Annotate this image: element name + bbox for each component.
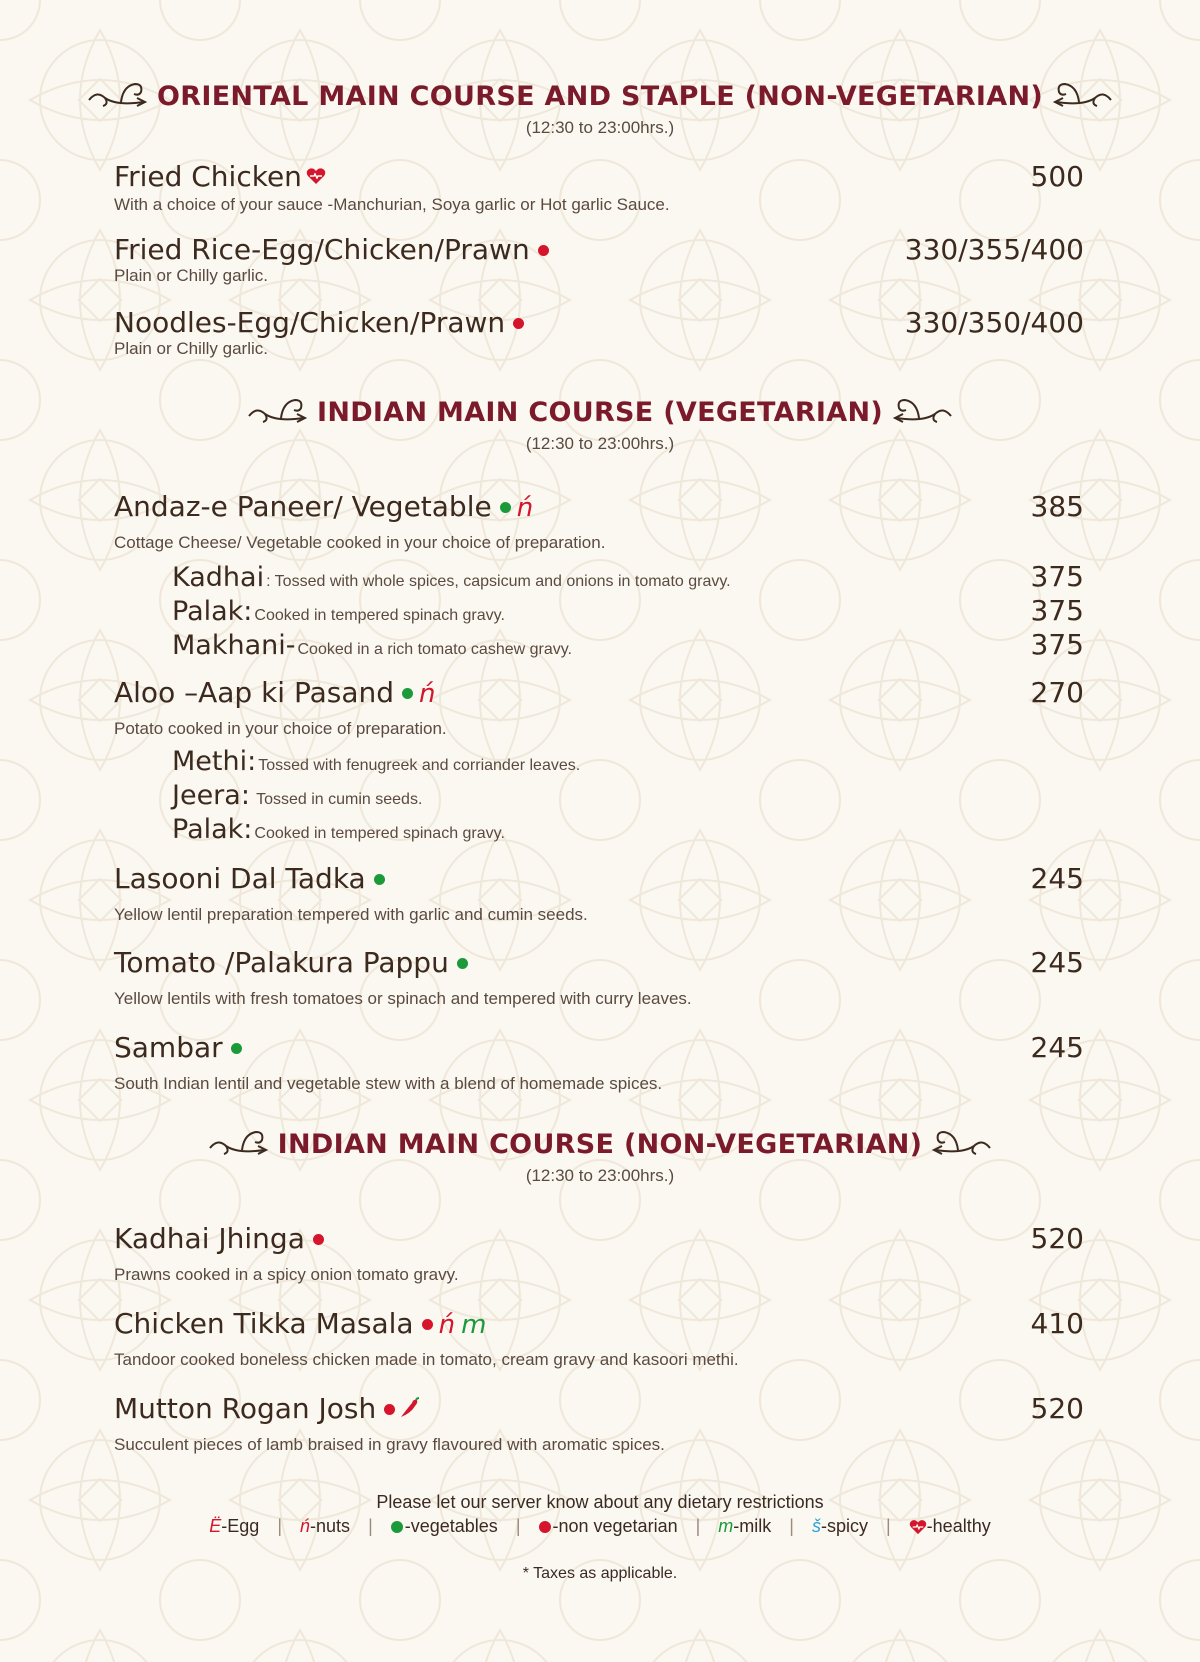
sub-option-name: Palak: <box>172 814 253 845</box>
menu-item <box>114 946 1084 1009</box>
item-description: Prawns cooked in a spicy onion tomato gravy. <box>114 1265 459 1284</box>
menu-item <box>114 233 1084 286</box>
legend-egg-label: -Egg <box>221 1516 260 1536</box>
menu-item <box>114 490 1084 553</box>
item-name-wrap <box>114 1307 486 1340</box>
non-veg-icon <box>513 318 524 329</box>
item-description: Plain or Chilly garlic. <box>114 339 268 358</box>
menu-item <box>114 1222 1084 1285</box>
taxes-note: * Taxes as applicable. <box>522 1565 678 1582</box>
milk-icon: m <box>718 1516 734 1536</box>
item-price: 245 <box>1030 1031 1084 1064</box>
section-hours: (12:30 to 23:00hrs.) <box>525 434 675 453</box>
item-price: 270 <box>1030 676 1084 709</box>
ornament-left-icon <box>208 1124 270 1164</box>
healthy-icon <box>909 1519 927 1535</box>
sub-option-name: Palak: <box>172 596 253 627</box>
nuts-icon: ń <box>438 1310 456 1340</box>
legend-separator: | <box>277 1516 283 1536</box>
legend-healthy <box>909 1516 991 1537</box>
menu-item <box>114 676 1084 739</box>
item-description: Cottage Cheese/ Vegetable cooked in your choice of preparation. <box>114 533 606 552</box>
veg-icon <box>374 874 385 885</box>
item-price: 520 <box>1030 1222 1084 1255</box>
menu-item <box>114 1392 1084 1455</box>
item-price: 520 <box>1030 1392 1084 1425</box>
item-name-wrap <box>114 1392 421 1425</box>
sub-option <box>172 780 1084 811</box>
item-name-wrap <box>114 862 385 895</box>
menu-item <box>114 862 1084 925</box>
item-description: Yellow lentil preparation tempered with garlic and cumin seeds. <box>114 905 588 924</box>
nuts-icon: ń <box>419 679 436 709</box>
item-name-wrap <box>114 306 524 339</box>
egg-icon: Ë <box>209 1516 222 1536</box>
sub-option <box>172 628 1084 661</box>
item-name: Tomato /Palakura Pappu <box>114 946 449 979</box>
sub-option-price: 375 <box>1030 628 1084 661</box>
item-description: South Indian lentil and vegetable stew with a blend of homemade spices. <box>114 1074 663 1093</box>
section-header-oriental <box>0 76 1200 138</box>
item-name-wrap <box>114 1222 324 1255</box>
legend-milk-label: -milk <box>733 1516 772 1536</box>
nuts-icon: ń <box>300 1516 311 1536</box>
legend-separator: | <box>885 1516 891 1536</box>
item-name-wrap <box>114 160 326 193</box>
sub-option-name: Makhani- <box>172 630 296 661</box>
ornament-left-icon <box>87 76 149 116</box>
item-name: Aloo –Aap ki Pasand <box>114 676 395 709</box>
item-name-wrap <box>114 1031 242 1064</box>
sub-option-text <box>172 562 731 593</box>
legend-non-veg <box>539 1516 678 1537</box>
spicy-icon: š <box>811 1516 821 1536</box>
sub-option-text <box>172 630 572 661</box>
item-name: Mutton Rogan Josh <box>114 1392 377 1425</box>
sub-option-text <box>172 814 505 845</box>
item-name-wrap <box>114 490 533 523</box>
menu-item <box>114 1307 1084 1370</box>
legend-vegetables <box>391 1516 498 1537</box>
sub-option-desc: Cooked in tempered spinach gravy. <box>254 825 505 842</box>
item-price: 385 <box>1030 490 1084 523</box>
veg-icon <box>402 688 413 699</box>
veg-icon <box>391 1521 403 1533</box>
item-name: Kadhai Jhinga <box>114 1222 305 1255</box>
legend-healthy-label: -healthy <box>926 1516 991 1536</box>
non-veg-icon <box>539 1521 551 1533</box>
item-description: Potato cooked in your choice of preparation. <box>114 719 447 738</box>
item-name: Fried Chicken <box>114 160 302 193</box>
item-name: Chicken Tikka Masala <box>114 1307 414 1340</box>
legend-egg <box>209 1516 259 1537</box>
veg-icon <box>500 502 511 513</box>
legend-separator: | <box>695 1516 701 1536</box>
non-veg-icon <box>538 245 549 256</box>
item-name: Noodles-Egg/Chicken/Prawn <box>114 306 506 339</box>
sub-option <box>172 746 1084 777</box>
item-name-wrap <box>114 676 436 709</box>
ornament-right-icon <box>1051 76 1113 116</box>
veg-icon <box>457 958 468 969</box>
section-hours: (12:30 to 23:00hrs.) <box>525 1166 675 1185</box>
menu-item <box>114 1031 1084 1094</box>
item-price: 330/350/400 <box>904 306 1084 339</box>
dietary-note: Please let our server know about any dietary restrictions <box>376 1492 824 1512</box>
chili-icon <box>399 1397 421 1419</box>
sub-option-name: Jeera: <box>172 780 250 811</box>
section-hours: (12:30 to 23:00hrs.) <box>525 118 675 137</box>
item-description: Succulent pieces of lamb braised in gravy flavoured with aromatic spices. <box>114 1435 665 1454</box>
section-title: INDIAN MAIN COURSE (VEGETARIAN) <box>316 396 884 428</box>
legend-vegetables-label: -vegetables <box>404 1516 498 1536</box>
legend-nuts-label: -nuts <box>310 1516 351 1536</box>
sub-option-desc: Tossed with fenugreek and corriander leaves. <box>258 757 581 774</box>
legend <box>0 1516 1200 1537</box>
nuts-icon: ń <box>516 493 534 523</box>
menu-item <box>114 306 1084 359</box>
sub-option <box>172 594 1084 627</box>
ornament-left-icon <box>247 392 309 432</box>
sub-option <box>172 814 1084 845</box>
ornament-right-icon <box>930 1124 992 1164</box>
item-description: With a choice of your sauce -Manchurian, Soya garlic or Hot garlic Sauce. <box>114 195 670 214</box>
sub-option <box>172 560 1084 593</box>
non-veg-icon <box>313 1234 324 1245</box>
menu-item <box>114 160 1084 215</box>
legend-milk <box>718 1516 771 1537</box>
section-header-indian-veg <box>0 392 1200 454</box>
healthy-icon <box>306 167 326 185</box>
sub-option-price: 375 <box>1030 594 1084 627</box>
item-name: Andaz-e Paneer/ Vegetable <box>114 490 492 523</box>
ornament-right-icon <box>891 392 953 432</box>
item-description: Tandoor cooked boneless chicken made in tomato, cream gravy and kasoori methi. <box>114 1350 739 1369</box>
item-price: 245 <box>1030 946 1084 979</box>
legend-separator: | <box>789 1516 794 1536</box>
section-header-indian-nonveg <box>0 1124 1200 1186</box>
sub-option-name: Methi: <box>172 746 257 777</box>
veg-icon <box>231 1043 242 1054</box>
sub-option-text <box>172 596 505 627</box>
non-veg-icon <box>422 1319 433 1330</box>
sub-option-desc: Cooked in tempered spinach gravy. <box>254 607 505 624</box>
item-description: Yellow lentils with fresh tomatoes or spinach and tempered with curry leaves. <box>114 989 692 1008</box>
sub-option-desc: : Tossed with whole spices, capsicum and onions in tomato gravy. <box>266 573 731 590</box>
sub-option-price: 375 <box>1030 560 1084 593</box>
sub-option-desc: Cooked in a rich tomato cashew gravy. <box>297 641 572 658</box>
item-price: 410 <box>1030 1307 1084 1340</box>
item-name-wrap <box>114 233 549 266</box>
legend-separator: | <box>368 1516 373 1536</box>
sub-option-name: Kadhai <box>172 562 265 593</box>
sub-option-text <box>172 780 422 811</box>
item-name: Fried Rice-Egg/Chicken/Prawn <box>114 233 530 266</box>
section-title: INDIAN MAIN COURSE (NON-VEGETARIAN) <box>277 1128 923 1160</box>
legend-non-veg-label: -non vegetarian <box>552 1516 678 1536</box>
item-price: 500 <box>1030 160 1084 193</box>
milk-icon: m <box>461 1310 487 1340</box>
item-name-wrap <box>114 946 468 979</box>
sub-option-desc: Tossed in cumin seeds. <box>251 791 423 808</box>
non-veg-icon <box>384 1404 395 1415</box>
item-name: Sambar <box>114 1031 223 1064</box>
item-price: 245 <box>1030 862 1084 895</box>
item-description: Plain or Chilly garlic. <box>114 266 268 285</box>
legend-spicy <box>812 1516 868 1537</box>
section-title: ORIENTAL MAIN COURSE AND STAPLE (NON-VEGETARIAN) <box>157 80 1043 112</box>
legend-spicy-label: -spicy <box>820 1516 868 1536</box>
item-name: Lasooni Dal Tadka <box>114 862 366 895</box>
legend-nuts <box>300 1516 350 1537</box>
legend-separator: | <box>515 1516 521 1536</box>
item-price: 330/355/400 <box>904 233 1084 266</box>
sub-option-text <box>172 746 580 777</box>
